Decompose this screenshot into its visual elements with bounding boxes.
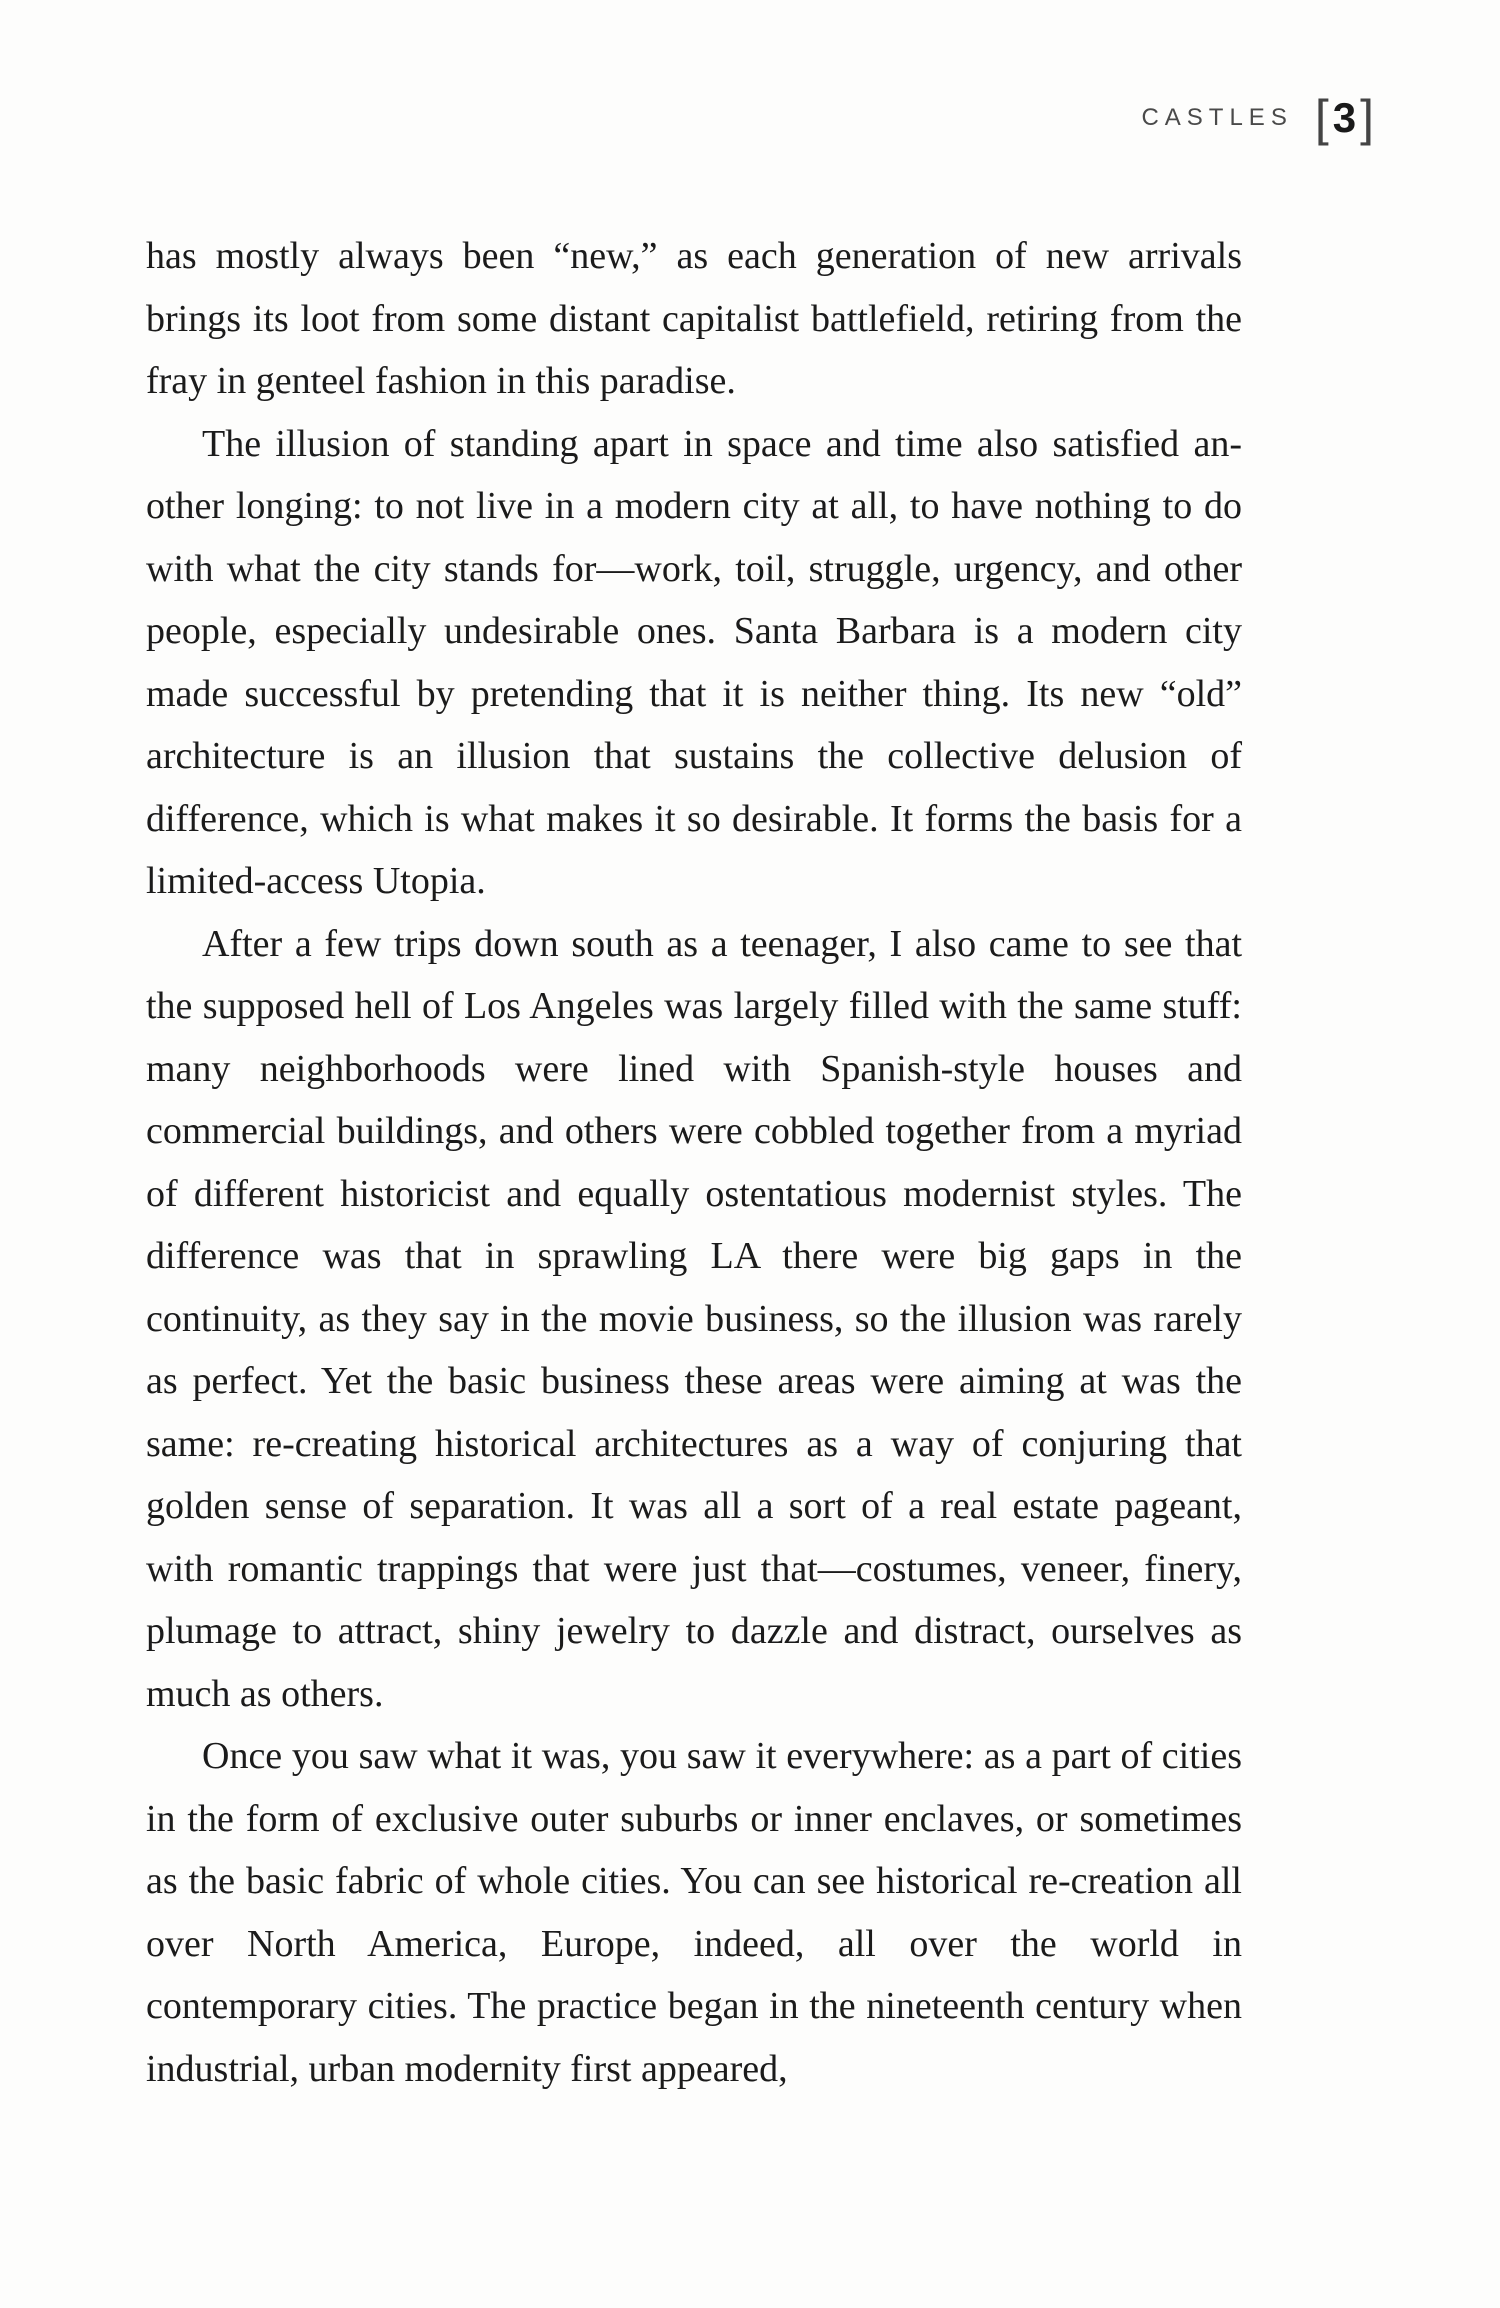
page-number-bracket-close: ] bbox=[1360, 90, 1374, 146]
paragraph-2: The illusion of standing apart in space and time also satisfied another longing: to not live in a modern city at all, to have nothing to do with what the city stands for—work, toil, struggle, urgency, and other people, especially undesirable ones. Santa Barbara is a modern city made successful by pretending that it is neither thing. Its new “old” architecture is an illusion that sustains the collective delusion of difference, which is what makes it so desirable. It forms the basis for a limited-access Utopia. bbox=[146, 422, 1242, 902]
running-head bbox=[1141, 88, 1378, 148]
page-number-group bbox=[1311, 89, 1378, 147]
paragraph-1: has mostly always been “new,” as each generation of new arrivals brings its loot from some distant capitalist battlefield, retiring from the fray in genteel fashion in this paradise. bbox=[146, 235, 1242, 402]
paragraph-4: Once you saw what it was, you saw it everywhere: as a part of cities in the form of exclusive outer suburbs or inner enclaves, or sometimes as the basic fabric of whole cities. You can see historical re-creation all over North America, Europe, indeed, all over the world in contemporary cities. The practice began in the nineteenth century when industrial, urban modernity first appeared, bbox=[146, 1735, 1242, 2090]
page-number-bracket-open: [ bbox=[1314, 90, 1329, 146]
page-number: 3 bbox=[1332, 94, 1357, 141]
section-title: CASTLES bbox=[1141, 104, 1293, 131]
paragraph-3: After a few trips down south as a teenager, I also came to see that the supposed hell of Los Angeles was largely filled with the same stuff: many neighborhoods were lined with Spanish-style houses and commercial buildings, and others were cobbled together from a myriad of different historicist and equally ostentatious modernist styles. The difference was that in sprawling LA there were big gaps in the continuity, as they say in the movie business, so the illusion was rarely as perfect. Yet the basic business these areas were aiming at was the same: re-creating historical architectures as a way of conjuring that golden sense of separation. It was all a sort of a real estate pageant, with romantic trappings that were just that—costumes, veneer, finery, plumage to attract, shiny jewelry to dazzle and distract, ourselves as much as others. bbox=[146, 922, 1242, 1715]
body-text bbox=[146, 225, 1242, 2100]
